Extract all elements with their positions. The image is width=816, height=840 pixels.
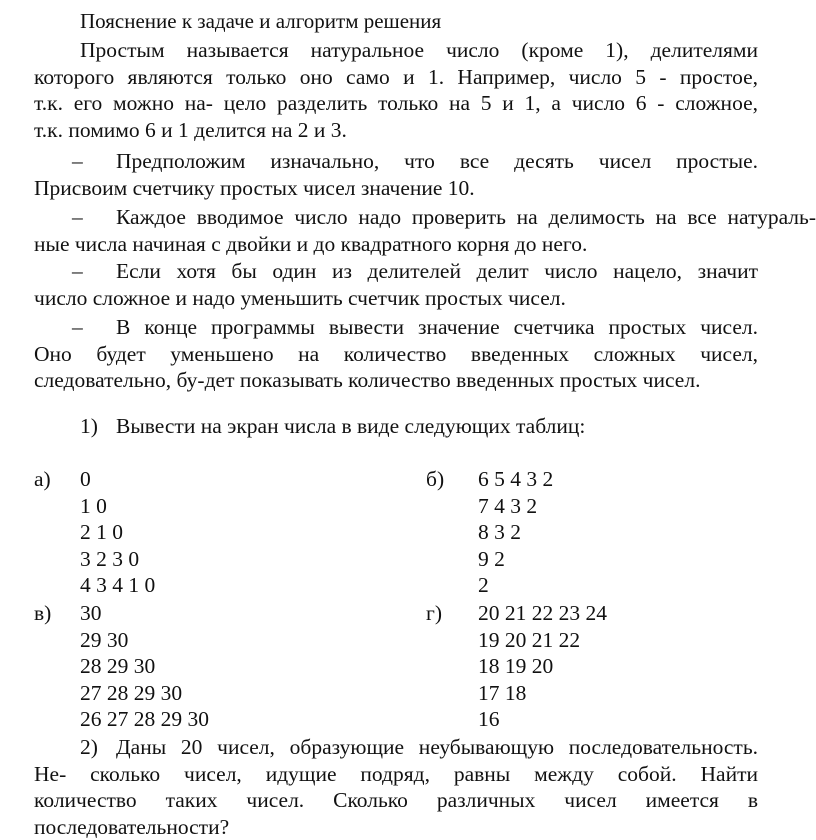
task-2 (34, 734, 758, 840)
table-row: 7 4 3 2 (478, 493, 553, 520)
table-row: 2 (478, 572, 553, 599)
intro-line: которого являются только оно само и 1. Например, число 5 - простое, (34, 64, 758, 91)
table-row: 16 (478, 706, 607, 733)
table-row: 3 2 3 0 (80, 546, 155, 573)
bullet-item (34, 258, 758, 311)
table-g (478, 600, 607, 733)
task-line: Даны 20 чисел, образующие неубывающую последовательность. (34, 734, 758, 761)
table-b (478, 466, 553, 599)
bullet-line: В конце программы вывести значение счетчика простых чисел. (34, 314, 758, 341)
bullet-item (34, 148, 758, 201)
table-row: 18 19 20 (478, 653, 607, 680)
table-row: 6 5 4 3 2 (478, 466, 553, 493)
task-line: количество таких чисел. Сколько различных чисел имеется в (34, 787, 758, 814)
table-row: 28 29 30 (80, 653, 209, 680)
dash-marker: – (72, 314, 83, 341)
intro-line: т.к. помимо 6 и 1 делится на 2 и 3. (34, 117, 758, 144)
table-row: 26 27 28 29 30 (80, 706, 209, 733)
table-row: 0 (80, 466, 155, 493)
table-row: 1 0 (80, 493, 155, 520)
table-v (80, 600, 209, 733)
task-line: последовательности? (34, 814, 758, 840)
bullet-line: число сложное и надо уменьшить счетчик простых чисел. (34, 285, 758, 312)
intro-line: т.к. его можно на- цело разделить только на 5 и 1, а число 6 - сложное, (34, 90, 758, 117)
bullet-line: следовательно, бу-дет показывать количество введенных простых чисел. (34, 367, 758, 394)
intro-line: Простым называется натуральное число (кроме 1), делителями (34, 37, 758, 64)
task-number: 2) (80, 734, 98, 761)
table-g-label: г) (426, 600, 442, 627)
task-text: Вывести на экран числа в виде следующих таблиц: (116, 413, 585, 440)
dash-marker: – (72, 204, 83, 231)
task-number: 1) (80, 413, 98, 440)
table-a (80, 466, 155, 599)
page-title: Пояснение к задаче и алгоритм решения (80, 8, 441, 35)
bullet-line: Предположим изначально, что все десять чисел простые. (72, 148, 758, 175)
table-row: 19 20 21 22 (478, 627, 607, 654)
table-a-label: а) (34, 466, 51, 493)
bullet-item (34, 204, 816, 257)
table-row: 20 21 22 23 24 (478, 600, 607, 627)
table-row: 8 3 2 (478, 519, 553, 546)
table-row: 17 18 (478, 680, 607, 707)
bullet-line: Оно будет уменьшено на количество введенных сложных чисел, (34, 341, 758, 368)
bullet-line: ные числа начиная с двойки и до квадратного корня до него. (34, 231, 816, 258)
table-row: 27 28 29 30 (80, 680, 209, 707)
table-row: 9 2 (478, 546, 553, 573)
table-row: 30 (80, 600, 209, 627)
dash-marker: – (72, 148, 83, 175)
task-line: Не- сколько чисел, идущие подряд, равны между собой. Найти (34, 761, 758, 788)
bullet-line: Каждое вводимое число надо проверить на делимость на все натураль- (34, 204, 816, 231)
table-row: 4 3 4 1 0 (80, 572, 155, 599)
intro-paragraph (34, 37, 758, 143)
bullet-item (34, 314, 758, 394)
dash-marker: – (72, 258, 83, 285)
table-row: 29 30 (80, 627, 209, 654)
bullet-line: Присвоим счетчику простых чисел значение 10. (34, 175, 758, 202)
table-row: 2 1 0 (80, 519, 155, 546)
table-v-label: в) (34, 600, 51, 627)
bullet-line: Если хотя бы один из делителей делит число нацело, значит (34, 258, 758, 285)
table-b-label: б) (426, 466, 444, 493)
